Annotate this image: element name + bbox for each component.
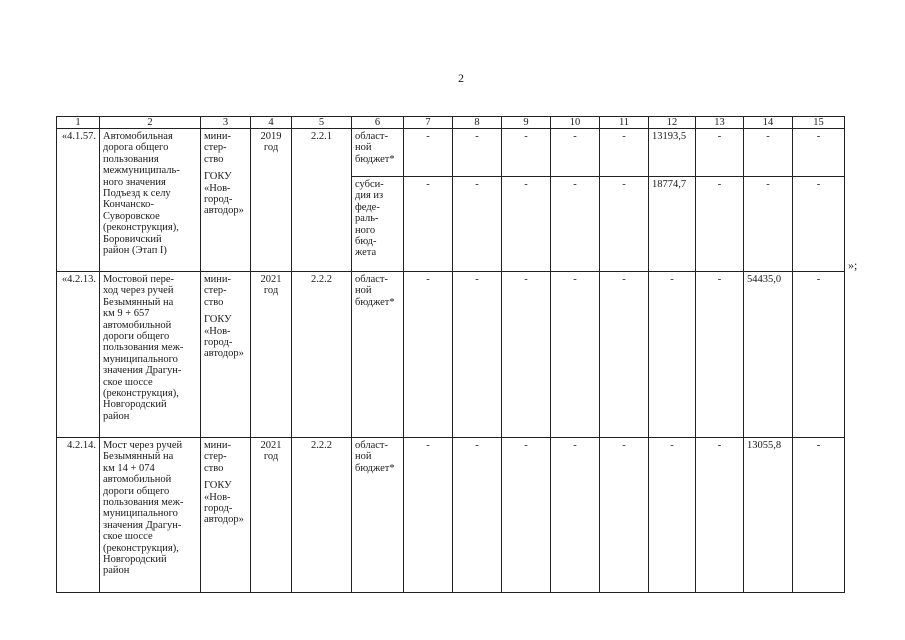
executor-goku: ГОКУ «Нов- город- автодор» <box>204 480 244 526</box>
page-number: 2 <box>458 71 464 85</box>
executor-cell <box>201 272 251 438</box>
funding-source: област- ной бюджет* <box>352 438 404 593</box>
year-cell: 2021 год <box>251 438 292 593</box>
value-cell: - <box>404 272 453 438</box>
value-cell: - <box>404 438 453 593</box>
executor-ministry: мини- стер- ство <box>204 131 231 165</box>
closing-quote: »; <box>848 258 858 272</box>
column-header: 4 <box>251 117 292 129</box>
value-cell: - <box>551 272 600 438</box>
value-cell: - <box>744 129 793 177</box>
column-header: 11 <box>600 117 649 129</box>
column-header: 15 <box>793 117 845 129</box>
value-cell: - <box>453 129 502 177</box>
column-header: 12 <box>649 117 696 129</box>
value-cell: - <box>502 272 551 438</box>
value-cell: - <box>793 272 845 438</box>
value-cell: - <box>453 438 502 593</box>
value-cell: - <box>696 272 744 438</box>
executor-cell <box>201 129 251 272</box>
funding-source: субси- дия из феде- раль- ного бюд- жета <box>352 177 404 272</box>
executor-ministry: мини- стер- ство <box>204 440 231 474</box>
executor-goku: ГОКУ «Нов- город- автодор» <box>204 314 244 360</box>
value-cell: - <box>502 129 551 177</box>
value-cell: - <box>551 129 600 177</box>
value-cell: - <box>793 438 845 593</box>
column-header: 1 <box>57 117 100 129</box>
item-name: Мостовой пере- ход через ручей Безымянный на км 9 + 657 автомобильной дороги общего пользования меж- муниципального значения Драгун- ское шоссе (реконструкция), Новгородский район <box>100 272 201 438</box>
value-cell: - <box>600 129 649 177</box>
column-header: 6 <box>352 117 404 129</box>
table-row <box>57 129 845 177</box>
value-cell: - <box>793 177 845 272</box>
value-cell: 13193,5 <box>649 129 696 177</box>
column-header: 3 <box>201 117 251 129</box>
column-number-row <box>57 117 845 129</box>
year-cell: 2021 год <box>251 272 292 438</box>
value-cell: - <box>649 438 696 593</box>
column-header: 13 <box>696 117 744 129</box>
value-cell: - <box>696 177 744 272</box>
executor-ministry: мини- стер- ство <box>204 274 231 308</box>
item-name: Автомобильная дорога общего пользования межмуниципаль- ного значения Подъезд к селу Кончанско- Суворовское (реконструкция), Боровичский район (Этап I) <box>100 129 201 272</box>
column-header: 10 <box>551 117 600 129</box>
value-cell: 54435,0 <box>744 272 793 438</box>
value-cell: 13055,8 <box>744 438 793 593</box>
value-cell: - <box>453 177 502 272</box>
funding-source: област- ной бюджет* <box>352 129 404 177</box>
column-header: 14 <box>744 117 793 129</box>
value-cell: - <box>696 129 744 177</box>
value-cell: - <box>600 438 649 593</box>
value-cell: - <box>404 129 453 177</box>
item-name: Мост через ручей Безымянный на км 14 + 074 автомобильной дороги общего пользования меж- муниципального значения Драгун- ское шоссе (реконструкция), Новгородский район <box>100 438 201 593</box>
program-table <box>56 116 845 593</box>
item-number: 4.2.14. <box>57 438 100 593</box>
funding-source: област- ной бюджет* <box>352 272 404 438</box>
item-number: «4.1.57. <box>57 129 100 272</box>
table-row <box>57 272 845 438</box>
column-header: 9 <box>502 117 551 129</box>
column-header: 5 <box>292 117 352 129</box>
code-cell: 2.2.2 <box>292 272 352 438</box>
value-cell: - <box>551 177 600 272</box>
value-cell: - <box>600 272 649 438</box>
executor-cell <box>201 438 251 593</box>
column-header: 8 <box>453 117 502 129</box>
value-cell: - <box>600 177 649 272</box>
value-cell: - <box>551 438 600 593</box>
value-cell: - <box>404 177 453 272</box>
value-cell: 18774,7 <box>649 177 696 272</box>
column-header: 7 <box>404 117 453 129</box>
column-header: 2 <box>100 117 201 129</box>
value-cell: - <box>502 177 551 272</box>
executor-goku: ГОКУ «Нов- город- автодор» <box>204 171 244 217</box>
table-row <box>57 438 845 593</box>
code-cell: 2.2.1 <box>292 129 352 272</box>
item-number: «4.2.13. <box>57 272 100 438</box>
value-cell: - <box>649 272 696 438</box>
code-cell: 2.2.2 <box>292 438 352 593</box>
value-cell: - <box>793 129 845 177</box>
value-cell: - <box>744 177 793 272</box>
year-cell: 2019 год <box>251 129 292 272</box>
value-cell: - <box>453 272 502 438</box>
value-cell: - <box>696 438 744 593</box>
value-cell: - <box>502 438 551 593</box>
